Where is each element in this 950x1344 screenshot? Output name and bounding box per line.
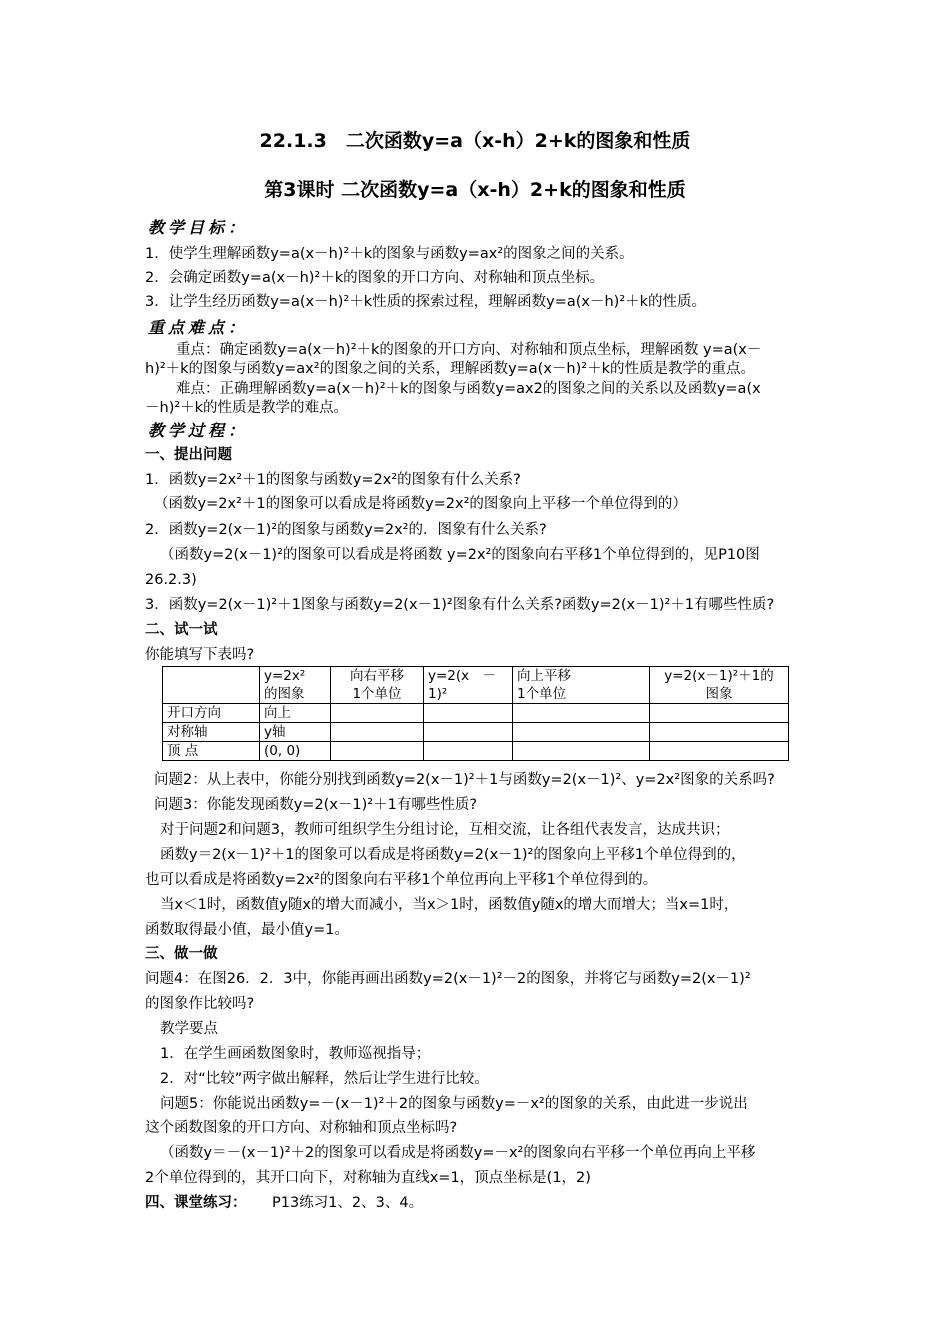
text-line: （函数y=2x²＋1的图象可以看成是将函数y=2x²的图象向上平移一个单位得到的） (154, 496, 687, 512)
text-line: 函数取得最小值，最小值y=1。 (145, 922, 349, 938)
text-line: 2．对“比较”两字做出解释，然后让学生进行比较。 (160, 1071, 489, 1087)
table-cell: 顶 点 (163, 742, 260, 761)
table-row (163, 723, 789, 742)
text-line: 1．在学生画函数图象时，教师巡视指导； (160, 1046, 431, 1062)
table-cell: y=2(x － 1)² (424, 667, 513, 704)
table-cell (424, 704, 513, 723)
table-row (163, 742, 789, 761)
table-cell: 开口方向 (163, 704, 260, 723)
table-cell (424, 742, 513, 761)
table-cell: y轴 (260, 723, 331, 742)
title-main: 22.1.3 二次函数y=a（x-h）2+k的图象和性质 (259, 130, 691, 152)
section-heading: 一、提出问题 (145, 447, 232, 463)
text-line: 3．函数y=2(x－1)²＋1图象与函数y=2(x－1)²图象有什么关系?函数y=2(x－1)²＋1有哪些性质? (145, 597, 775, 613)
table-header-row (163, 667, 789, 704)
goal-item: 2．会确定函数y=a(x－h)²＋k的图象的开口方向、对称轴和顶点坐标。 (145, 270, 605, 286)
goals-heading: 教学目标： (148, 218, 249, 237)
table-cell: 向右平移 1个单位 (331, 667, 424, 704)
table-cell (513, 704, 650, 723)
text-line: 问题2：从上表中，你能分别找到函数y=2(x－1)²＋1与函数y=2(x－1)²、y=2x²图象的关系吗? (154, 772, 775, 788)
text-line: （函数y＝－(x－1)²＋2的图象可以看成是将函数y=－x²的图象向右平移一个单位再向上平移 (160, 1145, 756, 1161)
table-cell (513, 723, 650, 742)
table-cell (513, 742, 650, 761)
process-heading: 教学过程： (148, 421, 249, 440)
table-cell: y=2(x－1)²＋1的 图象 (650, 667, 789, 704)
text-line: 2个单位得到的，其开口向下，对称轴为直线x=1，顶点坐标是(1，2) (145, 1170, 591, 1186)
table-cell: 向上平移 1个单位 (513, 667, 650, 704)
text-line: 问题4：在图26．2．3中，你能再画出函数y=2(x－1)²－2的图象，并将它与函数y=2(x－1)² (145, 971, 751, 987)
goal-item: 1．使学生理解函数y=a(x－h)²＋k的图象与函数y=ax²的图象之间的关系。 (145, 246, 634, 262)
text-line: 的图象作比较吗? (145, 996, 255, 1012)
text-line: 函数y＝2(x－1)²＋1的图象可以看成是将函数y=2(x－1)²的图象向上平移1个单位得到的， (160, 847, 746, 863)
text-line: （函数y=2(x－1)²的图象可以看成是将函数 y=2x²的图象向右平移1个单位得到的，见P10图 (160, 547, 760, 563)
table-cell (331, 742, 424, 761)
table-cell: 向上 (260, 704, 331, 723)
keypoints-heading: 重点难点： (148, 318, 249, 337)
table-cell (163, 667, 260, 704)
section-heading: 四、课堂练习： (145, 1195, 247, 1211)
section-heading: 三、做一做 (145, 946, 218, 962)
keypoint-line: －h)²＋k的性质是教学的难点。 (145, 400, 349, 416)
table-cell (650, 704, 789, 723)
table-cell (650, 742, 789, 761)
table-row (163, 704, 789, 723)
goal-item: 3．让学生经历函数y=a(x－h)²＋k性质的探索过程，理解函数y=a(x－h)²＋k的性质。 (145, 294, 707, 310)
table-cell: 对称轴 (163, 723, 260, 742)
table-cell (331, 723, 424, 742)
text-line: 这个函数图象的开口方向、对称轴和顶点坐标吗? (145, 1120, 458, 1136)
text-line: 2．函数y=2(x－1)²的图象与函数y=2x²的．图象有什么关系? (145, 522, 547, 538)
table-cell: (0, 0) (260, 742, 331, 761)
text-line: 教学要点 (160, 1021, 218, 1037)
table-cell (424, 723, 513, 742)
text-line: 26.2.3) (145, 572, 197, 588)
text-line: 你能填写下表吗? (145, 647, 255, 663)
exercise-text: P13练习1、2、3、4。 (272, 1195, 424, 1211)
text-line: 当x＜1时，函数值y随x的增大而减小，当x＞1时，函数值y随x的增大而增大；当x=1时， (160, 897, 739, 913)
keypoint-line: 难点：正确理解函数y=a(x－h)²＋k的图象与函数y=ax2的图象之间的关系以及函数y=a(x (176, 381, 761, 397)
table-cell (650, 723, 789, 742)
title-lesson: 第3课时 二次函数y=a（x-h）2+k的图象和性质 (264, 179, 686, 201)
text-line: 1．函数y=2x²＋1的图象与函数y=2x²的图象有什么关系? (145, 472, 521, 488)
table-cell: y=2x² 的图象 (260, 667, 331, 704)
fill-in-table (162, 666, 789, 761)
keypoint-line: 重点：确定函数y=a(x－h)²＋k的图象的开口方向、对称轴和顶点坐标，理解函数 y=a(x－ (176, 342, 762, 358)
text-line: 问题5：你能说出函数y=－(x－1)²＋2的图象与函数y=－x²的图象的关系，由此进一步说出 (160, 1096, 748, 1112)
table-cell (331, 704, 424, 723)
text-line: 问题3：你能发现函数y=2(x－1)²＋1有哪些性质? (154, 797, 478, 813)
section-heading: 二、试一试 (145, 622, 218, 638)
keypoint-line: h)²＋k的图象与函数y=ax²的图象之间的关系，理解函数y=a(x－h)²＋k的性质是教学的重点。 (145, 361, 755, 377)
text-line: 对于问题2和问题3，教师可组织学生分组讨论，互相交流，让各组代表发言，达成共识； (160, 822, 730, 838)
text-line: 也可以看成是将函数y=2x²的图象向右平移1个单位再向上平移1个单位得到的。 (145, 872, 658, 888)
